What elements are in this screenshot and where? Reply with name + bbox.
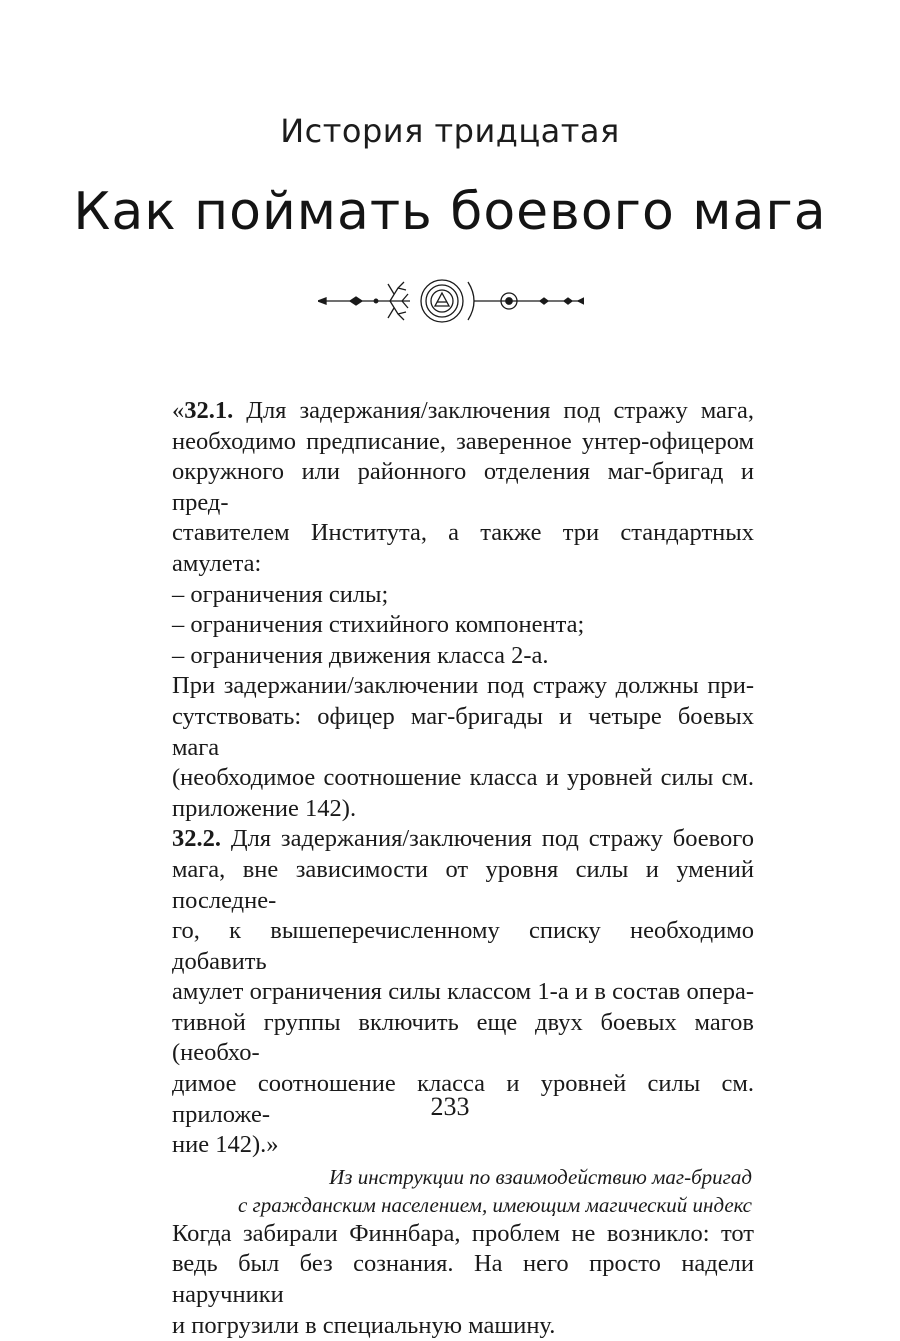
text-line: (необходимое соотношение класса и уровней силы см. — [172, 764, 754, 792]
text-line: ведь был без сознания. На него просто надели наручники — [172, 1250, 754, 1309]
text-line: ние 142).» — [172, 1131, 279, 1159]
decorative-ornament-divider — [318, 276, 584, 326]
list-item — [172, 580, 754, 611]
text-line: Когда забирали Финнбара, проблем не возникло: тот — [172, 1219, 754, 1247]
text-line: и погрузили в специальную машину. — [172, 1311, 556, 1339]
text-line: ставителем Института, а также три стандартных амулета: — [172, 519, 754, 577]
list-item-text: – ограничения силы; — [172, 580, 389, 608]
text-line: При задержании/заключении под стражу должны при- — [172, 672, 754, 700]
chapter-title: Как поймать боевого мага — [73, 182, 827, 242]
text-line: го, к вышеперечисленному списку необходимо добавить — [172, 917, 754, 975]
quote-open-mark: « — [172, 397, 185, 424]
text-line: сутствовать: офицер маг-бригады и четыре боевых мага — [172, 702, 754, 761]
chapter-label: История тридцатая — [280, 112, 620, 150]
list-item — [172, 641, 754, 672]
main-text-block — [172, 396, 754, 1341]
section-number-32-2: 32.2. — [172, 825, 221, 853]
list-item — [172, 610, 754, 641]
text-line: необходимо предписание, заверенное унтер-офицером — [172, 427, 754, 455]
attribution-line: Из инструкции по взаимодействию маг-бригад — [329, 1164, 752, 1189]
narrative-paragraph — [172, 1219, 754, 1341]
text-line: Для задержания/заключения под стражу боевого — [221, 825, 754, 853]
text-line: приложение 142). — [172, 794, 357, 822]
text-line: димое соотношение класса и уровней силы см. приложе- — [172, 1070, 754, 1128]
quote-attribution — [172, 1163, 754, 1219]
text-line: Для задержания/заключения под стражу мага, — [233, 397, 754, 424]
text-line: мага, вне зависимости от уровня силы и умений последне- — [172, 855, 754, 914]
text-line: окружного или районного отделения маг-бригад и пред- — [172, 458, 754, 516]
text-line: амулет ограничения силы классом 1-а и в состав опера- — [172, 978, 754, 1006]
list-item-text: – ограничения стихийного компонента; — [172, 611, 585, 639]
regulation-paragraph-32-1 — [172, 396, 754, 580]
section-number-32-1: 32.1. — [184, 397, 234, 424]
list-item-text: – ограничения движения класса 2-а. — [172, 641, 549, 669]
regulation-paragraph-2 — [172, 671, 754, 824]
attribution-line: с гражданским населением, имеющим магический индекс — [237, 1192, 752, 1217]
page-number: 233 — [430, 1092, 470, 1121]
text-line: тивной группы включить еще двух боевых магов (необхо- — [172, 1008, 754, 1067]
